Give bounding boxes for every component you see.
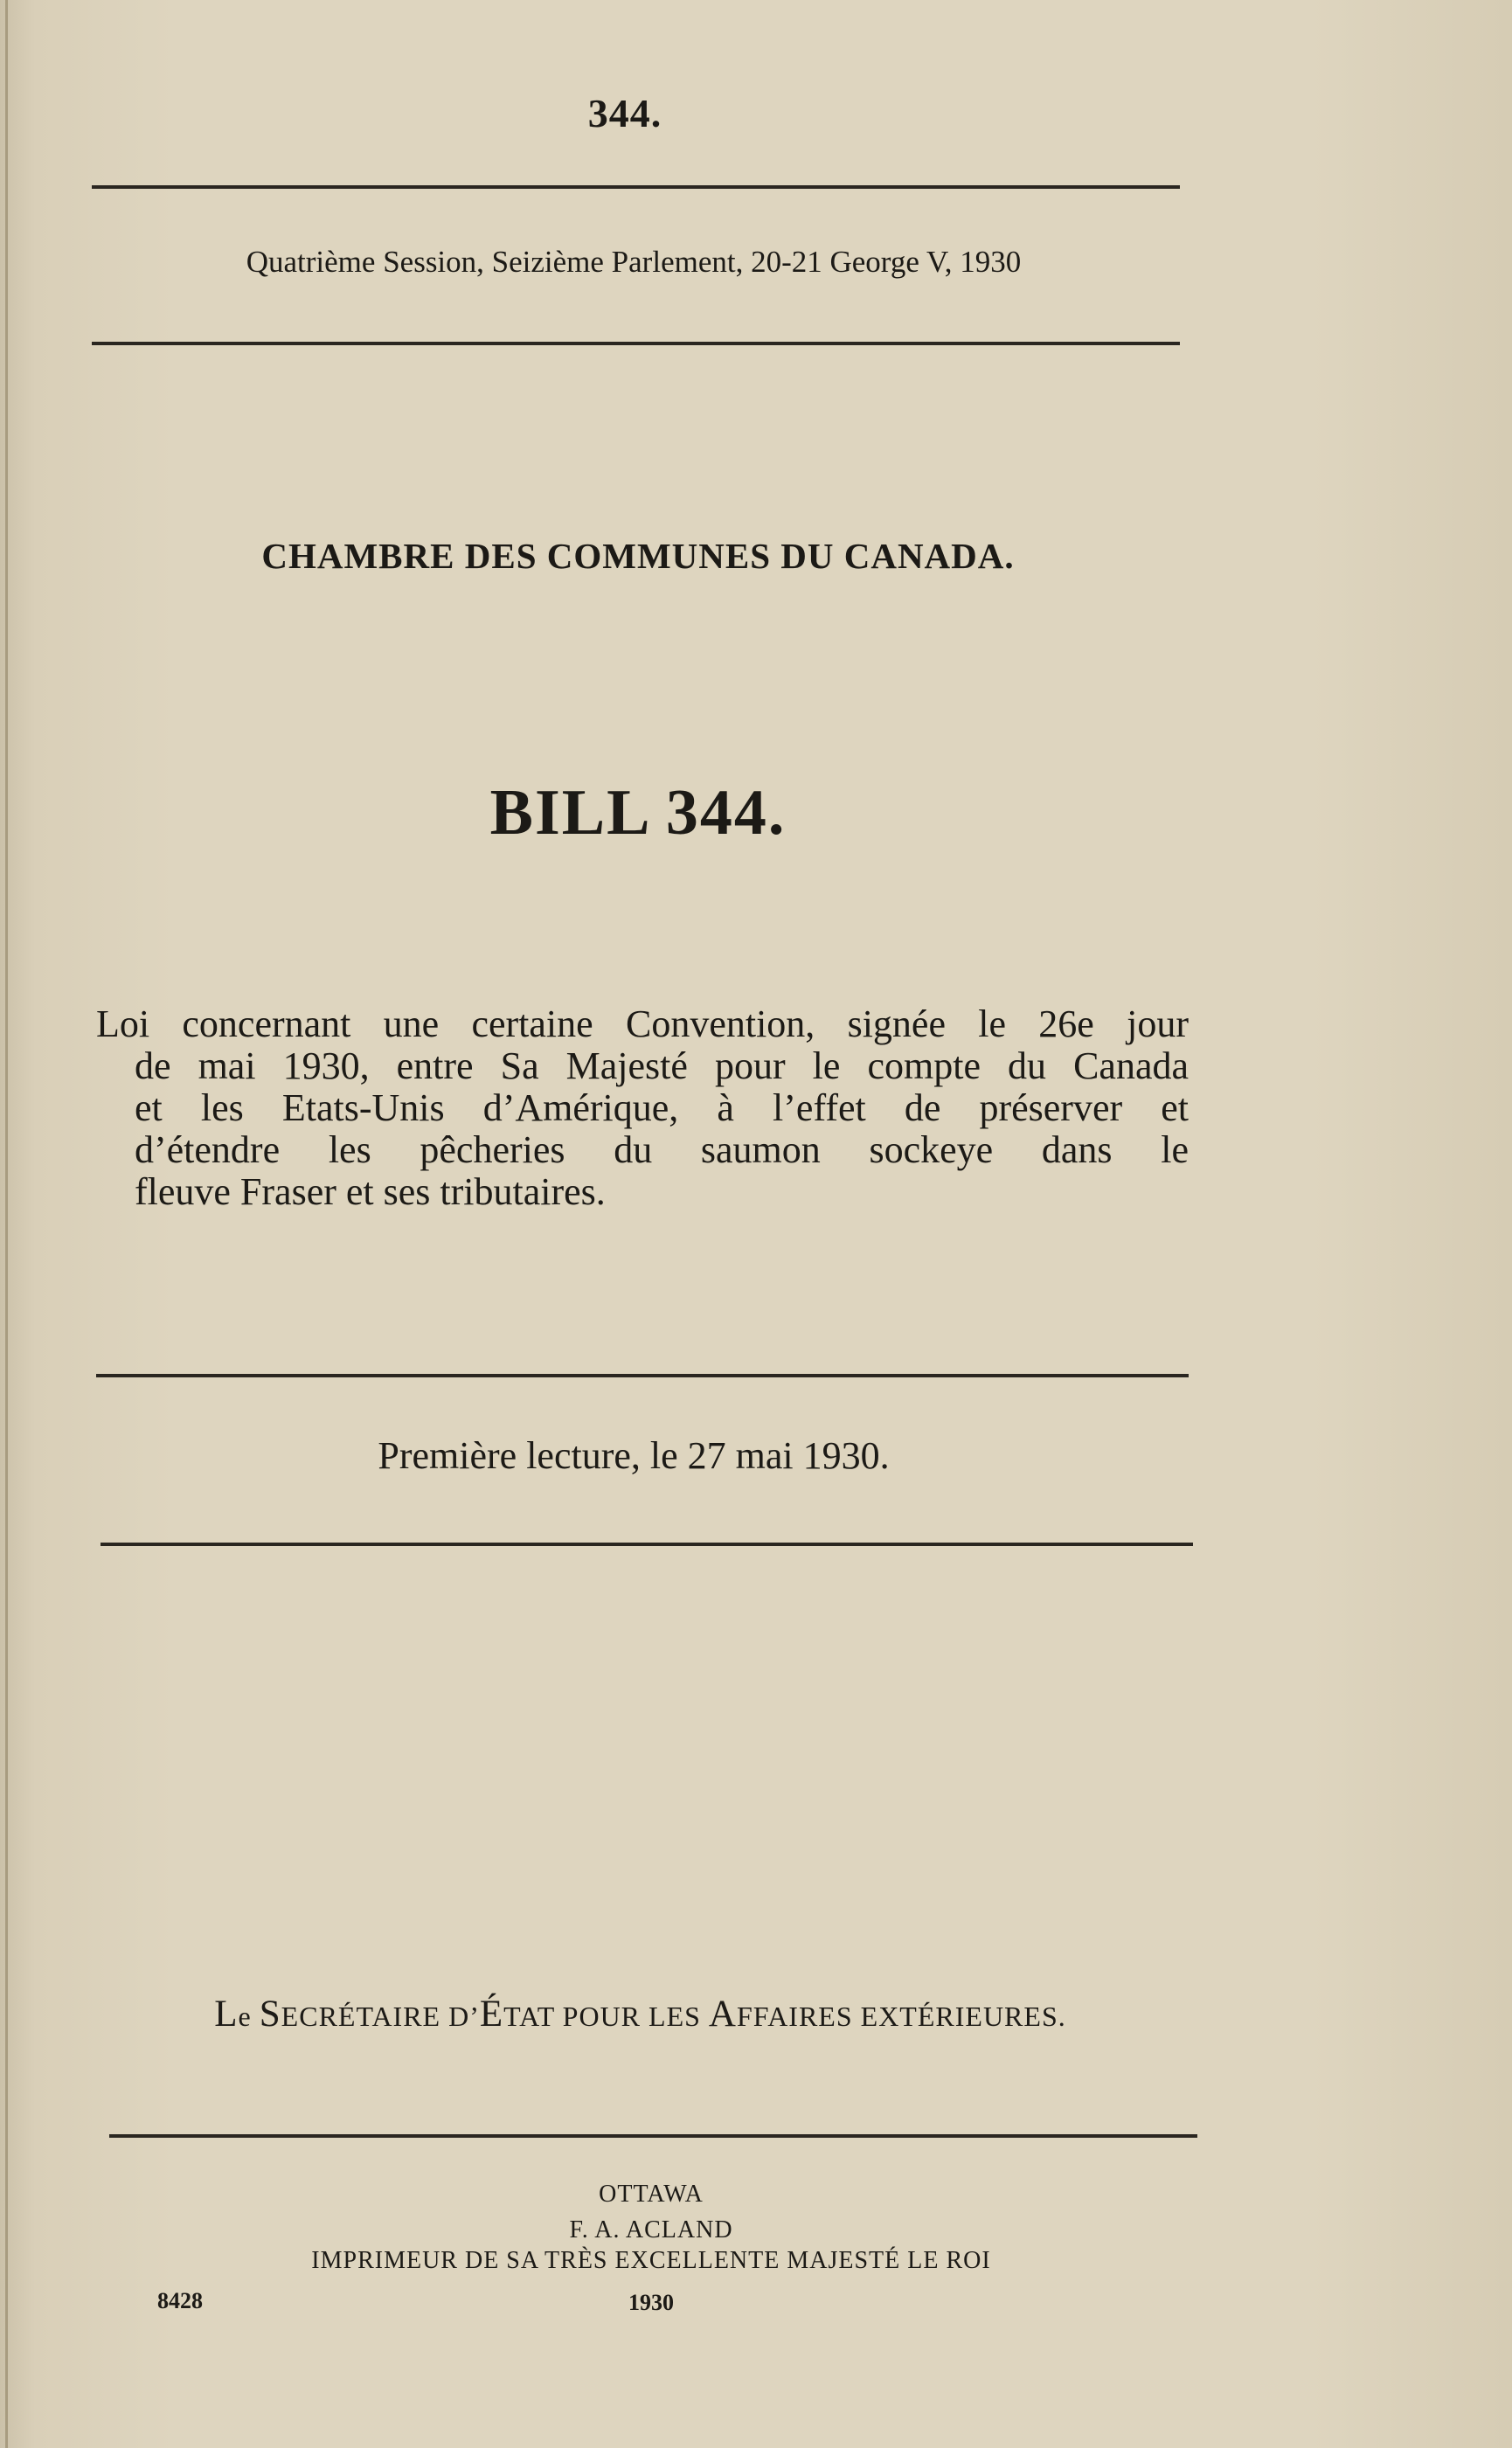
summary-line: d’étendre les pêcheries du saumon sockeye dans le — [135, 1128, 1189, 1171]
imprint-code: 8428 — [157, 2288, 203, 2313]
sponsor-part: A — [708, 1994, 737, 2035]
house-name: CHAMBRE DES COMMUNES DU CANADA. — [261, 536, 1015, 576]
imprint-place: OTTAWA — [599, 2181, 704, 2208]
rule-top — [92, 185, 1180, 189]
sponsor — [0, 1993, 1280, 2035]
rule-session — [92, 342, 1180, 345]
summary-line: et les Etats-Unis d’Amérique, à l’effet de préserver et — [135, 1086, 1189, 1129]
sponsor-part: É — [479, 1994, 504, 2035]
rule-imprint — [109, 2134, 1197, 2138]
page-number: 344. — [587, 91, 662, 135]
first-reading: Première lecture, le 27 mai 1930. — [378, 1434, 890, 1477]
imprint-printer-title: IMPRIMEUR DE SA TRÈS EXCELLENTE MAJESTÉ LE ROI — [311, 2247, 991, 2274]
imprint-printer-name: F. A. ACLAND — [569, 2216, 733, 2243]
summary-line: Loi concernant une certaine Convention, signée le 26e jour — [96, 1002, 1189, 1045]
sponsor-part: TAT POUR LES — [503, 2001, 709, 2032]
session-line: Quatrième Session, Seizième Parlement, 20-21 George V, 1930 — [246, 245, 1022, 279]
bill-title: BILL 344. — [489, 777, 787, 849]
bill-summary — [96, 1003, 1189, 1213]
imprint-year: 1930 — [628, 2290, 674, 2315]
sponsor-part: FFAIRES EXTÉRIEURES. — [736, 2001, 1066, 2032]
sponsor-part: S — [259, 1994, 281, 2035]
sponsor-part: L — [214, 1994, 239, 2035]
rule-summary — [96, 1374, 1189, 1377]
rule-reading — [101, 1543, 1193, 1546]
sponsor-part: e — [238, 2001, 260, 2032]
summary-line: fleuve Fraser et ses tributaires. — [135, 1170, 606, 1213]
page-edge — [5, 0, 8, 2448]
sponsor-part: ECRÉTAIRE D’ — [281, 2001, 480, 2032]
summary-line: de mai 1930, entre Sa Majesté pour le compte du Canada — [135, 1044, 1189, 1087]
